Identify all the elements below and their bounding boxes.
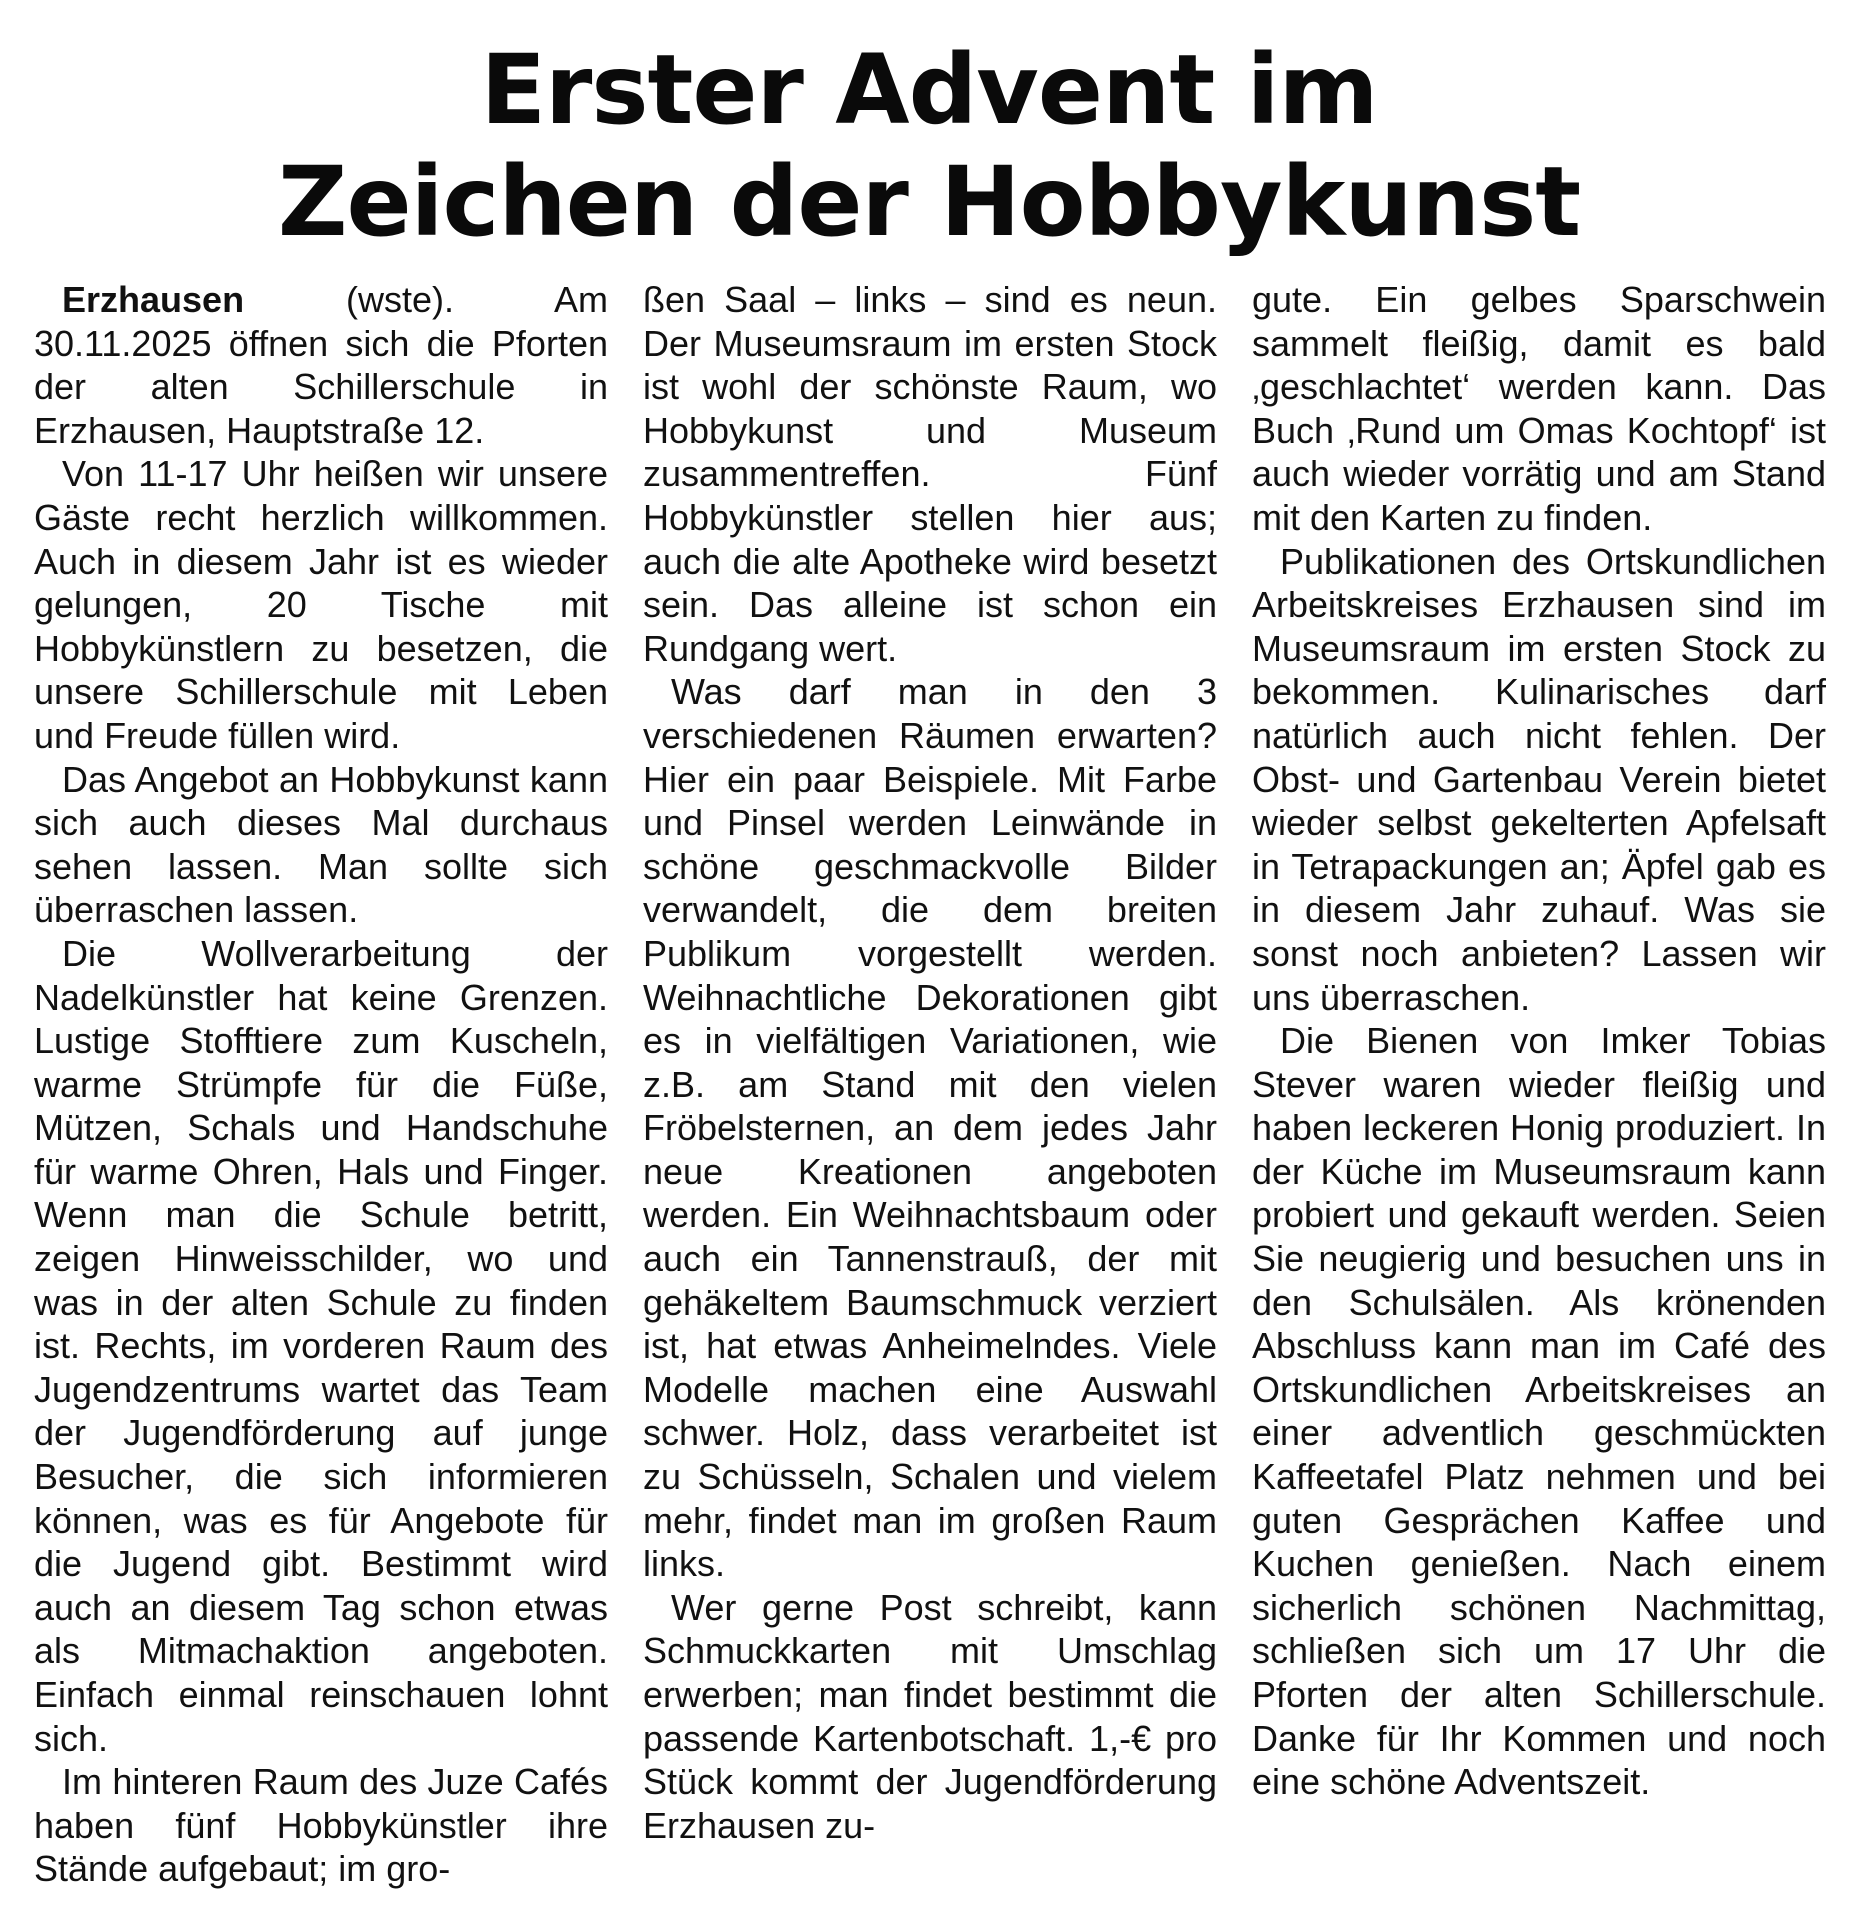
article-headline (0, 34, 1858, 258)
article-column-2 (643, 278, 1217, 1898)
paragraph-8: Publikationen des Ortskundlichen Arbeitskreises Erzhausen sind im Museumsraum im ersten Stock zu bekommen. Kulinarisches darf natürlich auch nicht fehlen. Der Obst- und Gartenbau Verein bietet wieder selbst gekelterten Apfelsaft in Tetrapackungen an; Äpfel gab es in diesem Jahr zuhauf. Was sie sonst noch anbieten? Lassen wir uns überraschen. (1252, 540, 1826, 1018)
paragraph-3: Das Angebot an Hobbykunst kann sich auch dieses Mal durchaus sehen lassen. Man sollte sich überraschen lassen. (34, 758, 608, 931)
paragraph-1-text: (wste). Am 30.11.2025 öffnen sich die Pforten der alten Schillerschule in Erzhausen, Hauptstraße 12. (34, 279, 608, 451)
article-body (34, 278, 1826, 1898)
dateline: Erzhausen (62, 279, 245, 320)
article-column-1 (34, 278, 608, 1898)
paragraph-1 (34, 278, 608, 452)
paragraph-9: Die Bienen von Imker Tobias Stever waren wieder fleißig und haben leckeren Honig produziert. In der Küche im Museumsraum kann probiert und gekauft werden. Seien Sie neugierig und besuchen uns in den Schulsälen. Als krönenden Abschluss kann man im Café des Ortskundlichen Arbeitskreises an einer adventlich geschmückten Kaffeetafel Platz nehmen und bei guten Gesprächen Kaffee und Kuchen genießen. Nach einem sicherlich schönen Nachmittag, schließen sich um 17 Uhr die Pforten der alten Schillerschule. Danke für Ihr Kommen und noch eine schöne Adventszeit. (1252, 1020, 1826, 1803)
paragraph-7-continued: gute. Ein gelbes Sparschwein sammelt fleißig, damit es bald ‚geschlachtet‘ werden kann. Das Buch ‚Rund um Omas Kochtopf‘ ist auch wieder vorrätig und am Stand mit den Karten zu finden. (1252, 279, 1826, 538)
paragraph-6: Was darf man in den 3 verschiedenen Räumen erwarten? Hier ein paar Beispiele. Mit Farbe und Pinsel werden Leinwände in schöne geschmackvolle Bilder verwandelt, die dem breiten Publikum vorgestellt werden. Weihnachtliche Dekorationen gibt es in vielfältigen Variationen, wie z.B. am Stand mit den vielen Fröbelsternen, an dem jedes Jahr neue Kreationen angeboten werden. Ein Weihnachtsbaum oder auch ein Tannenstrauß, der mit gehäkeltem Baumschmuck verziert ist, hat etwas Anheimelndes. Viele Modelle machen eine Auswahl schwer. Holz, dass verarbeitet ist zu Schüsseln, Schalen und vielem mehr, findet man im großen Raum links. (643, 671, 1217, 1585)
paragraph-4: Die Wollverarbeitung der Nadelkünstler hat keine Grenzen. Lustige Stofftiere zum Kuscheln, warme Strümpfe für die Füße, Mützen, Schals und Handschuhe für warme Ohren, Hals und Finger. Wenn man die Schule betritt, zeigen Hinweisschilder, wo und was in der alten Schule zu finden ist. Rechts, im vorderen Raum des Jugendzentrums wartet das Team der Jugendförderung auf junge Besucher, die sich informieren können, was es für Angebote für die Jugend gibt. Bestimmt wird auch an diesem Tag schon etwas als Mitmachaktion angeboten. Einfach einmal reinschauen lohnt sich. (34, 932, 608, 1759)
article-column-3 (1252, 278, 1826, 1898)
headline-line-2: Zeichen der Hobbykunst (277, 146, 1581, 258)
paragraph-5-continued: ßen Saal – links – sind es neun. Der Museumsraum im ersten Stock ist wohl der schönste Raum, wo Hobbykunst und Museum zusammentreffen. Fünf Hobbykünstler stellen hier aus; auch die alte Apotheke wird besetzt sein. Das alleine ist schon ein Rundgang wert. (643, 279, 1217, 669)
headline-line-1: Erster Advent im (480, 34, 1378, 146)
paragraph-5: Im hinteren Raum des Juze Cafés haben fünf Hobbykünstler ihre Stände aufgebaut; im gro- (34, 1761, 608, 1890)
paragraph-7: Wer gerne Post schreibt, kann Schmuckkarten mit Umschlag erwerben; man findet bestimmt die passende Kartenbotschaft. 1,-€ pro Stück kommt der Jugendförderung Erzhausen zu- (643, 1586, 1217, 1846)
paragraph-2: Von 11-17 Uhr heißen wir unsere Gäste recht herzlich willkommen. Auch in diesem Jahr ist es wieder gelungen, 20 Tische mit Hobbykünstlern zu besetzen, die unsere Schillerschule mit Leben und Freude füllen wird. (34, 453, 608, 756)
